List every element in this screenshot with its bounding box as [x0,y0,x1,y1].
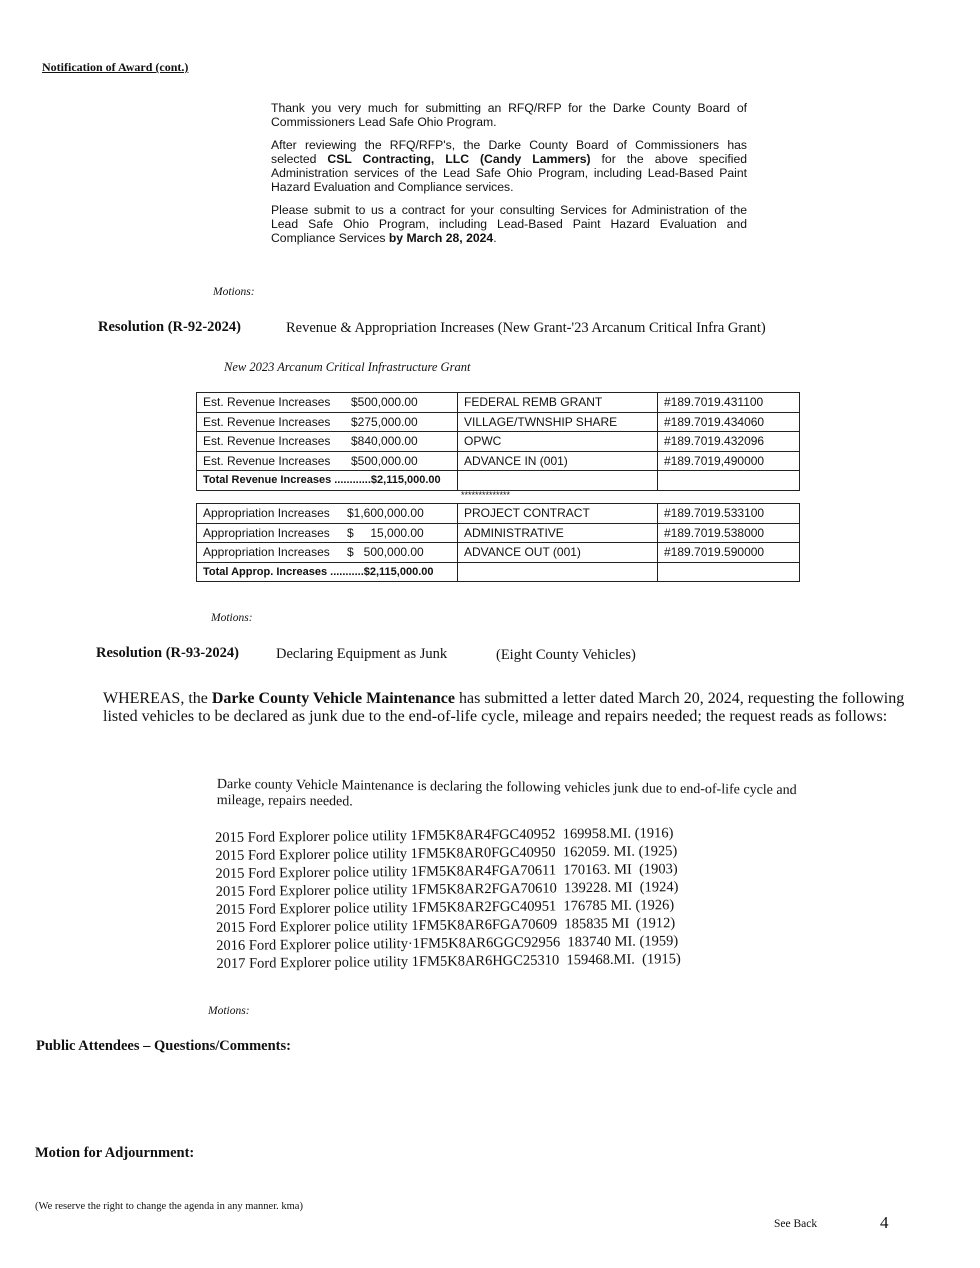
vehicle-item: 2015 Ford Explorer police utility 1FM5K8AR6FGA70609 185835 MI (1912) [215,915,676,936]
empty-cell [458,562,658,582]
resolution-note: (Eight County Vehicles) [496,647,636,663]
motions-label: Motions: [211,612,253,624]
vehicle-item: 2017 Ford Explorer police utility 1FM5K8AR6HGC25310 159468.MI. (1915) [216,951,681,972]
award-letter [271,101,747,254]
line-type: Appropriation Increases [203,545,330,560]
line-type: Appropriation Increases [203,525,330,540]
vehicle-item: 2015 Ford Explorer police utility 1FM5K8AR2FGA70610 139228. MI (1924) [215,879,679,900]
table-row [197,432,800,452]
line-type: Est. Revenue Increases [203,414,331,429]
line-item-cell [197,543,458,563]
amount: $1,600,000.00 [347,506,424,521]
public-attendees-heading: Public Attendees – Questions/Comments: [36,1038,291,1054]
fund-description: ADMINISTRATIVE [458,523,658,543]
line-type: Est. Revenue Increases [203,434,331,449]
table-row [197,543,800,563]
vehicle-item: 2015 Ford Explorer police utility 1FM5K8AR2FGC40951 176785 MI. (1926) [215,897,675,918]
line-item-cell [197,523,458,543]
account-number: #189.7019.432096 [658,432,800,452]
resolution-title: Revenue & Appropriation Increases (New Grant-'23 Arcanum Critical Infra Grant) [286,320,766,336]
adjournment-heading: Motion for Adjournment: [35,1145,195,1161]
empty-cell [658,471,800,491]
vehicle-item: 2016 Ford Explorer police utility·1FM5K8AR6GGC92956 183740 MI. (1959) [216,933,679,954]
line-type: Est. Revenue Increases [203,453,331,468]
total-amount: Total Approp. Increases ...........$2,115,000.00 [197,562,458,582]
letter-paragraph [271,203,747,245]
motions-label: Motions: [213,286,255,298]
line-type: Appropriation Increases [203,506,330,521]
text: Please submit to us a contract for your consulting Services for Administration of the Lead Safe Ohio Program, including Lead-Based Paint Hazard Evaluation and Compliance Services [271,203,747,245]
text: . [493,231,497,245]
resolution-id: Resolution (R-92-2024) [98,319,241,335]
account-number: #189.7019,490000 [658,451,800,471]
vehicle-item: 2015 Ford Explorer police utility 1FM5K8AR4FGC40952 169958.MI. (1916) [215,825,674,846]
table-row [197,504,800,524]
line-item-cell [197,432,458,452]
fund-description: PROJECT CONTRACT [458,504,658,524]
empty-cell [458,471,658,491]
account-number: #189.7019.538000 [658,523,800,543]
amount: $ 15,000.00 [347,525,424,540]
whereas-paragraph [103,690,923,726]
department-name: Darke County Vehicle Maintenance [211,690,455,707]
amount: $500,000.00 [351,453,418,468]
text: After reviewing the RFQ/RFP's, the Darke County Board of Commissioners has selected [271,138,747,166]
text: has submitted a letter dated March 20, 2024, requesting the following listed vehicles to be declared as junk due to the end-of-life cycle, mileage and repairs needed; the request reads as follows: [103,690,905,725]
table-row [197,523,800,543]
line-type: Est. Revenue Increases [203,395,331,410]
amount: $500,000.00 [351,395,418,410]
table-caption: New 2023 Arcanum Critical Infrastructure Grant [224,360,471,374]
total-row [197,471,800,491]
resolution-id: Resolution (R-93-2024) [96,645,239,661]
vehicle-item: 2015 Ford Explorer police utility 1FM5K8AR4FGA70611 170163. MI (1903) [215,861,678,882]
scanned-letter-text: Darke county Vehicle Maintenance is declaring the following vehicles junk due to end-of-life cycle and mileage, repairs needed. [216,777,797,810]
line-item-cell [197,393,458,413]
amount: $840,000.00 [351,434,418,449]
page-number: 4 [880,1213,889,1232]
motions-label: Motions: [208,1005,250,1017]
vehicle-list [215,824,681,973]
fund-description: VILLAGE/TWNSHIP SHARE [458,412,658,432]
line-item-cell [197,412,458,432]
amount: $ 500,000.00 [347,545,424,560]
line-item-cell [197,504,458,524]
account-number: #189.7019.434060 [658,412,800,432]
account-number: #189.7019.533100 [658,504,800,524]
fund-description: FEDERAL REMB GRANT [458,393,658,413]
line-item-cell [197,451,458,471]
text: for the above specified Administration services of the Lead Safe Ohio Program, including Lead-Based Paint Hazard Evaluation and Compliance services. [271,152,747,194]
amount: $275,000.00 [351,414,418,429]
revenue-table [196,392,800,491]
fund-description: ADVANCE OUT (001) [458,543,658,563]
text: WHEREAS, the [103,690,212,707]
total-row [197,562,800,582]
vehicle-item: 2015 Ford Explorer police utility 1FM5K8AR0FGC40950 162059. MI. (1925) [215,843,678,864]
table-row [197,393,800,413]
fund-description: ADVANCE IN (001) [458,451,658,471]
section-header: Notification of Award (cont.) [42,60,189,74]
appropriation-table [196,503,800,582]
separator: ************** [461,490,511,500]
total-amount: Total Revenue Increases ............$2,115,000.00 [197,471,458,491]
account-number: #189.7019.590000 [658,543,800,563]
account-number: #189.7019.431100 [658,393,800,413]
deadline: by March 28, 2024 [388,231,494,245]
empty-cell [658,562,800,582]
contractor-name: CSL Contracting, LLC (Candy Lammers) [327,152,591,166]
table-row [197,451,800,471]
disclaimer: (We reserve the right to change the agenda in any manner. kma) [35,1201,303,1212]
letter-paragraph: Thank you very much for submitting an RFQ/RFP for the Darke County Board of Commissioners Lead Safe Ohio Program. [271,101,747,129]
see-back-note: See Back [774,1218,818,1230]
fund-description: OPWC [458,432,658,452]
letter-paragraph [271,138,747,194]
table-row [197,412,800,432]
resolution-title: Declaring Equipment as Junk [276,646,448,662]
